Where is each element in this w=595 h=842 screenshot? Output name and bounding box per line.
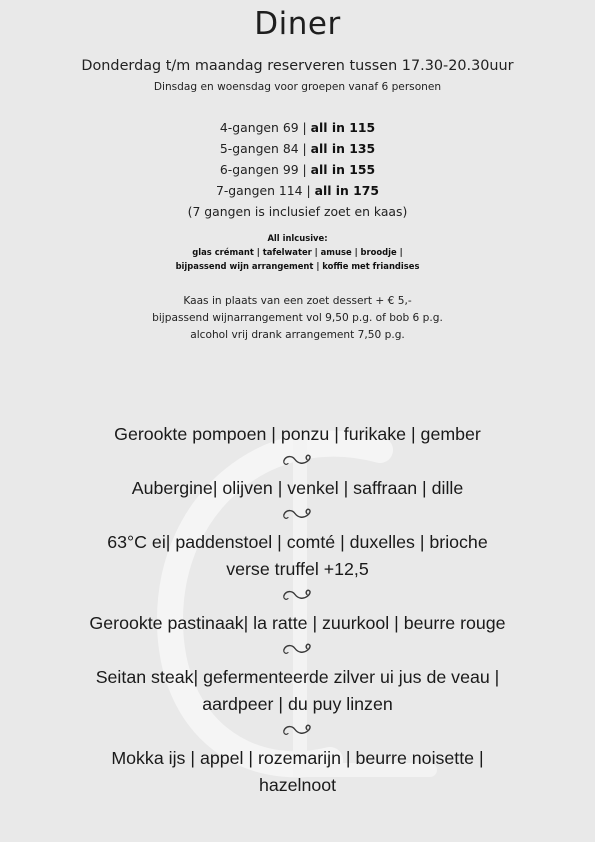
page-title: Diner <box>254 6 341 42</box>
swirl-ornament-icon <box>280 502 316 529</box>
extra-line: Kaas in plaats van een zoet dessert + € 5,- <box>183 295 412 307</box>
course-item <box>0 421 595 448</box>
course-item <box>0 529 595 583</box>
price-label: 7-gangen 114 | <box>215 183 315 198</box>
course-line: Aubergine| olijven | venkel | saffraan | dille <box>131 478 464 498</box>
price-row <box>0 117 595 138</box>
swirl-ornament-icon <box>280 637 316 664</box>
price-label: 4-gangen 69 | <box>219 120 311 135</box>
all-inclusive-line: glas crémant | tafelwater | amuse | broodje | <box>192 247 403 257</box>
price-row <box>0 180 595 201</box>
course-item <box>0 475 595 502</box>
price-label: 5-gangen 84 | <box>219 141 311 156</box>
price-row <box>0 159 595 180</box>
all-inclusive-block <box>0 231 595 273</box>
prices-note: (7 gangen is inclusief zoet en kaas) <box>187 204 408 219</box>
all-inclusive-line: bijpassend wijn arrangement | koffie met friandises <box>175 261 420 271</box>
course-line: Mokka ijs | appel | rozemarijn | beurre noisette | <box>111 748 484 768</box>
course-item <box>0 745 595 799</box>
extras-block <box>0 293 595 344</box>
course-line: hazelnoot <box>258 775 337 795</box>
price-all-in: all in 175 <box>314 183 380 198</box>
course-item <box>0 664 595 718</box>
course-item <box>0 610 595 637</box>
all-inclusive-heading: All inlcusive: <box>267 233 328 243</box>
extra-line: bijpassend wijnarrangement vol 9,50 p.g. of bob 6 p.g. <box>152 312 443 324</box>
course-list <box>0 421 595 799</box>
price-label: 6-gangen 99 | <box>219 162 311 177</box>
course-line: Gerookte pompoen | ponzu | furikake | gember <box>114 424 481 444</box>
extra-line: alcohol vrij drank arrangement 7,50 p.g. <box>190 329 405 341</box>
reservation-hours: Donderdag t/m maandag reserveren tussen 17.30-20.30uur <box>81 58 514 74</box>
price-list <box>0 117 595 222</box>
swirl-ornament-icon <box>280 448 316 475</box>
course-line: verse truffel +12,5 <box>226 559 369 579</box>
swirl-ornament-icon <box>280 583 316 610</box>
swirl-ornament-icon <box>280 718 316 745</box>
course-line: Seitan steak| gefermenteerde zilver ui jus de veau | <box>95 667 500 687</box>
price-all-in: all in 135 <box>310 141 376 156</box>
group-reservation-note: Dinsdag en woensdag voor groepen vanaf 6 personen <box>153 81 442 93</box>
price-all-in: all in 115 <box>310 120 376 135</box>
course-line: 63°C ei| paddenstoel | comté | duxelles | brioche <box>107 532 488 552</box>
price-all-in: all in 155 <box>310 162 376 177</box>
course-line: Gerookte pastinaak| la ratte | zuurkool | beurre rouge <box>89 613 506 633</box>
price-row <box>0 138 595 159</box>
course-line: aardpeer | du puy linzen <box>202 694 393 714</box>
